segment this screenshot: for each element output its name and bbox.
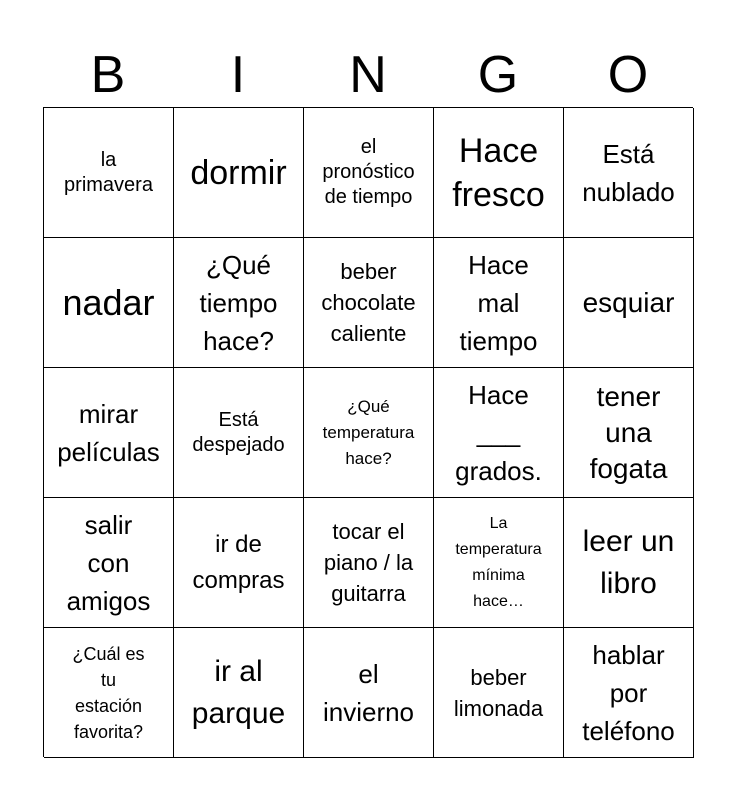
bingo-cell[interactable] — [44, 498, 174, 628]
bingo-cell[interactable] — [434, 368, 564, 498]
cell-text: salir con amigos — [66, 509, 151, 616]
bingo-cell[interactable] — [434, 238, 564, 368]
cell-text: nadar — [62, 281, 155, 323]
cell-text: Hace ___ grados. — [455, 379, 542, 486]
bingo-cell[interactable] — [304, 108, 434, 238]
bingo-cell[interactable] — [304, 368, 434, 498]
bingo-cell[interactable] — [174, 108, 304, 238]
cell-text: hablar por teléfono — [582, 639, 675, 746]
cell-text: tocar el piano / la guitarra — [323, 519, 414, 606]
bingo-cell[interactable] — [174, 628, 304, 758]
cell-text: leer un libro — [582, 524, 675, 600]
cell-text: el pronóstico de tiempo — [322, 136, 415, 208]
bingo-cell[interactable] — [304, 628, 434, 758]
header-letter-i: I — [230, 46, 246, 104]
cell-text: mirar películas — [57, 398, 160, 467]
bingo-cell[interactable] — [174, 368, 304, 498]
cell-text: beber limonada — [453, 664, 544, 721]
bingo-cell[interactable] — [44, 368, 174, 498]
cell-text: Está nublado — [582, 138, 675, 207]
cell-text: ¿Qué tiempo hace? — [199, 249, 278, 356]
bingo-cell[interactable] — [174, 238, 304, 368]
bingo-cell[interactable] — [304, 498, 434, 628]
cell-text: ¿Qué temperatura hace? — [322, 396, 415, 468]
bingo-cell[interactable] — [434, 108, 564, 238]
bingo-cell[interactable] — [44, 108, 174, 238]
cell-text: tener una fogata — [589, 380, 668, 484]
cell-text: ir al parque — [191, 654, 286, 730]
bingo-board — [43, 107, 693, 757]
bingo-cell[interactable] — [44, 238, 174, 368]
bingo-cell[interactable] — [564, 628, 694, 758]
header-letter-n: N — [349, 46, 387, 104]
cell-text: dormir — [190, 153, 287, 192]
bingo-cell[interactable] — [44, 628, 174, 758]
cell-text: ¿Cuál es tu estación favorita? — [72, 643, 145, 742]
cell-text: el invierno — [322, 658, 415, 727]
bingo-cell[interactable] — [304, 238, 434, 368]
cell-text: La temperatura mínima hace… — [455, 514, 542, 610]
bingo-cell[interactable] — [174, 498, 304, 628]
header-letter-o: O — [607, 46, 649, 104]
cell-text: Hace fresco — [452, 131, 545, 214]
cell-text: beber chocolate caliente — [321, 259, 416, 346]
bingo-cell[interactable] — [564, 368, 694, 498]
bingo-cell[interactable] — [434, 628, 564, 758]
cell-text: esquiar — [582, 286, 675, 318]
cell-text: ir de compras — [192, 530, 285, 594]
bingo-header — [43, 42, 693, 108]
cell-text: la primavera — [64, 148, 153, 196]
bingo-cell[interactable] — [564, 498, 694, 628]
bingo-cell[interactable] — [564, 238, 694, 368]
header-letter-b: B — [90, 46, 126, 104]
cell-text: Está despejado — [192, 408, 285, 456]
header-letter-g: G — [477, 46, 519, 104]
bingo-cell[interactable] — [564, 108, 694, 238]
cell-text: Hace mal tiempo — [459, 249, 538, 356]
bingo-cell[interactable] — [434, 498, 564, 628]
